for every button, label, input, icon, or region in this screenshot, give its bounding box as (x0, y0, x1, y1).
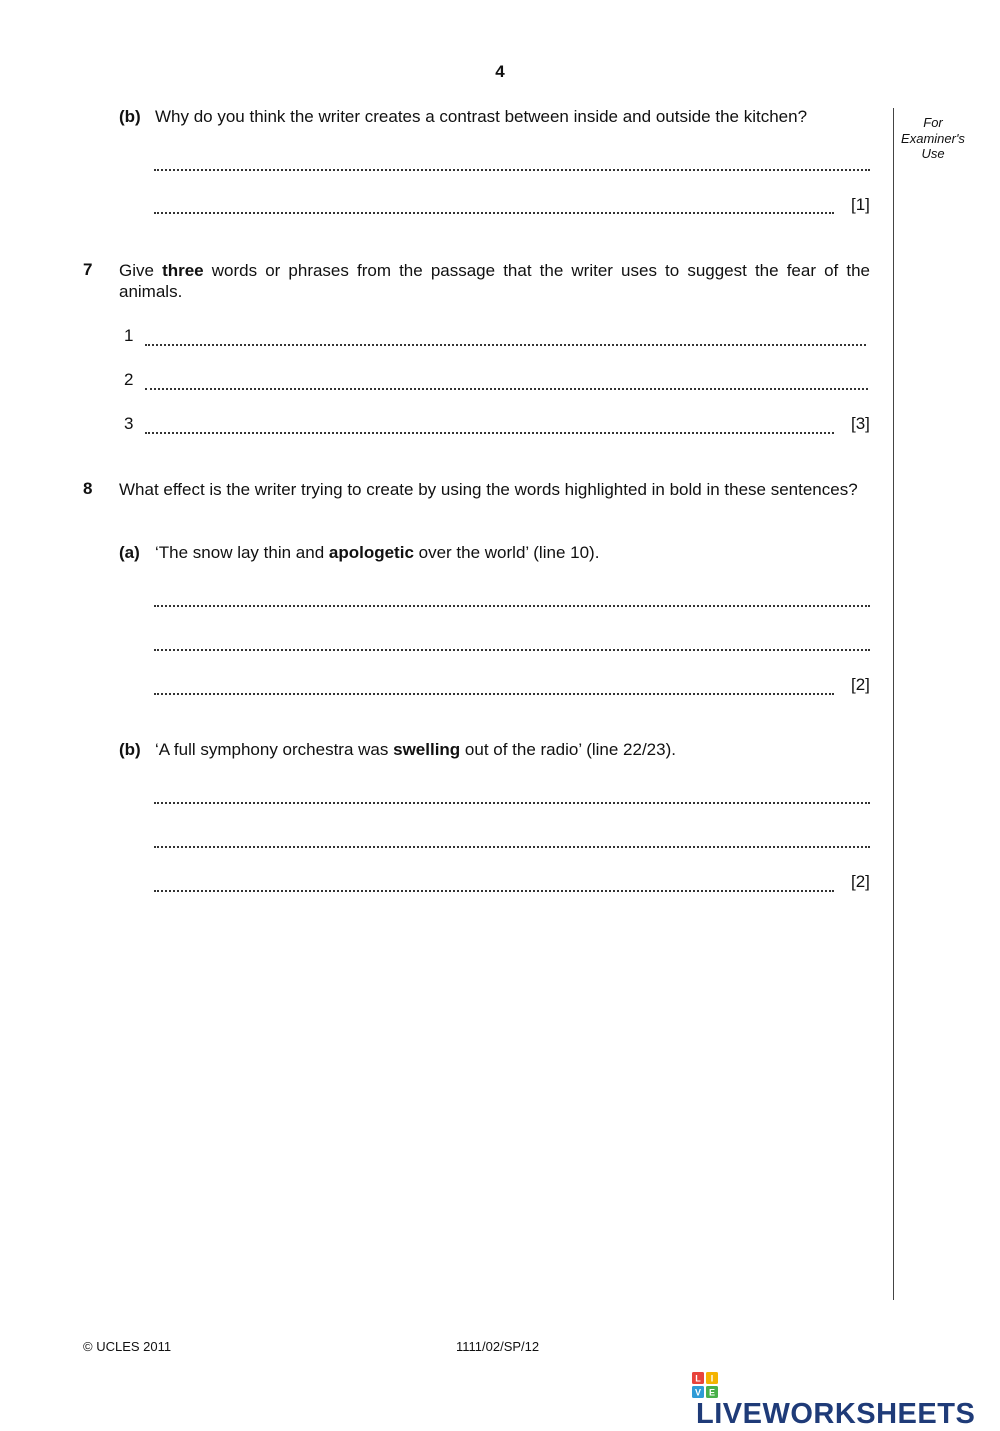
examiner-margin-rule (893, 108, 894, 1300)
q8a-answer-line-2[interactable] (154, 649, 870, 651)
q8b-quote-bold: swelling (393, 740, 461, 759)
examiner-use-label (896, 115, 970, 162)
q7-number: 7 (83, 260, 93, 279)
examiner-line-3: Use (921, 146, 945, 161)
q6b-answer-line-1[interactable] (154, 169, 870, 171)
q7-text-post: words or phrases from the passage that the writer uses to suggest the fear of the animals. (119, 261, 870, 301)
footer-copyright: © UCLES 2011 (83, 1339, 172, 1354)
q7-text-bold: three (162, 261, 204, 280)
liveworksheets-brand[interactable] (692, 1372, 1000, 1430)
q7-question (119, 260, 870, 302)
q8a-quote-bold: apologetic (328, 543, 414, 562)
svg-text:E: E (708, 1387, 716, 1398)
q7-answer-line-3[interactable] (145, 432, 834, 434)
q8a-answer-line-1[interactable] (154, 605, 870, 607)
q8a-quote-post: over the world’ (line 10). (413, 543, 600, 562)
svg-text:L: L (695, 1373, 701, 1384)
q8-question: What effect is the writer trying to create by using the words highlighted in bold in these sentences? (119, 480, 858, 499)
q8b-label: (b) (119, 740, 141, 759)
q6b-mark: [1] (851, 195, 870, 214)
q7-mark: [3] (851, 414, 870, 433)
q8-number: 8 (83, 479, 93, 498)
liveworksheets-logo-icon (692, 1372, 718, 1398)
q8a-quote-pre: ‘The snow lay thin and (155, 543, 329, 562)
svg-text:I: I (710, 1373, 714, 1384)
page-number: 4 (495, 62, 505, 81)
liveworksheets-wordmark: LIVEWORKSHEETS (696, 1398, 976, 1430)
q8b-mark: [2] (851, 872, 870, 891)
q8b-quote-pre: ‘A full symphony orchestra was (155, 740, 394, 759)
q6b-answer-line-2[interactable] (154, 212, 834, 214)
footer-paper-code: 1111/02/SP/12 (456, 1339, 540, 1354)
q8b-answer-line-1[interactable] (154, 802, 870, 804)
q6b-label: (b) (119, 107, 141, 126)
q8a-quote (155, 542, 599, 563)
q8b-answer-line-2[interactable] (154, 846, 870, 848)
examiner-line-1: For (923, 115, 943, 130)
q6b-question: Why do you think the writer creates a contrast between inside and outside the kitchen? (155, 107, 808, 126)
examiner-line-2: Examiner's (901, 130, 965, 146)
q8b-quote (155, 739, 676, 760)
q7-item-1-number: 1 (124, 326, 134, 345)
svg-text:V: V (694, 1387, 702, 1398)
q7-answer-line-2[interactable] (145, 388, 868, 390)
q8a-answer-line-3[interactable] (154, 693, 834, 695)
q7-item-2-number: 2 (124, 370, 134, 389)
q8b-quote-post: out of the radio’ (line 22/23). (460, 740, 676, 759)
q7-item-3-number: 3 (124, 414, 134, 433)
q7-text-pre: Give (119, 261, 163, 280)
q8b-answer-line-3[interactable] (154, 890, 834, 892)
q7-answer-line-1[interactable] (145, 344, 866, 346)
q8a-mark: [2] (851, 675, 870, 694)
q8a-label: (a) (119, 543, 140, 562)
